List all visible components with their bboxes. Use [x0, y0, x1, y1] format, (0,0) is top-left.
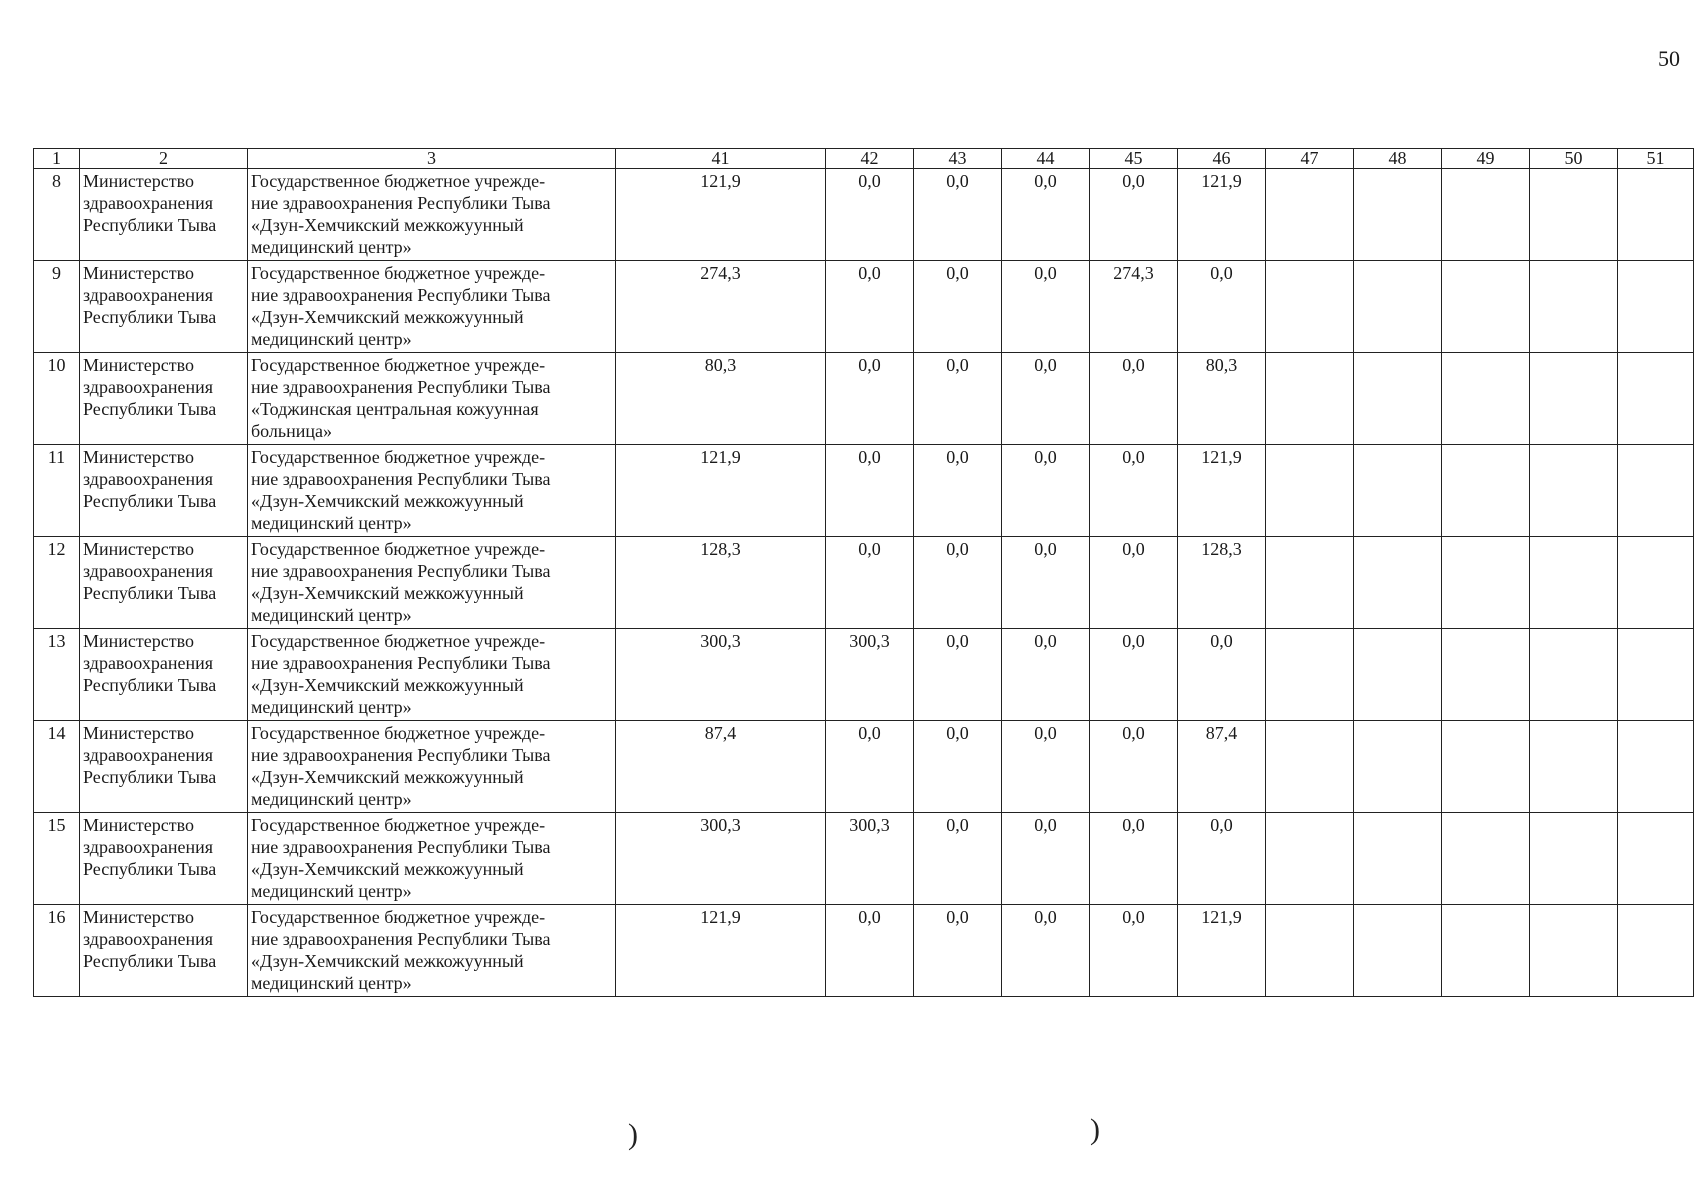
value-cell-col-42: 300,3 [826, 813, 914, 905]
value-cell-col-47 [1266, 261, 1354, 353]
value-cell-col-44: 0,0 [1002, 629, 1090, 721]
ministry-line: здравоохранения [83, 285, 214, 305]
value-cell-col-48 [1354, 445, 1442, 537]
column-header: 47 [1266, 149, 1354, 169]
value-cell-col-48 [1354, 905, 1442, 997]
ministry-cell [80, 537, 248, 629]
value-cell-col-47 [1266, 721, 1354, 813]
page-number: 50 [1658, 46, 1680, 71]
ministry-cell [80, 905, 248, 997]
value-cell-col-42: 300,3 [826, 629, 914, 721]
value-cell-col-42: 0,0 [826, 537, 914, 629]
value-cell-col-43: 0,0 [914, 169, 1002, 261]
ministry-line: Республики Тыва [83, 583, 217, 603]
value-cell-col-44: 0,0 [1002, 445, 1090, 537]
value-cell-col-43: 0,0 [914, 353, 1002, 445]
value-cell-col-41: 274,3 [616, 261, 826, 353]
value-cell-col-51 [1618, 813, 1694, 905]
column-header: 42 [826, 149, 914, 169]
institution-line: Государственное бюджетное учрежде- [251, 263, 546, 283]
ministry-line: Республики Тыва [83, 675, 217, 695]
value-cell-col-42: 0,0 [826, 445, 914, 537]
value-cell-col-42: 0,0 [826, 261, 914, 353]
value-cell-col-44: 0,0 [1002, 721, 1090, 813]
ministry-line: Министерство [83, 263, 194, 283]
value-cell-col-44: 0,0 [1002, 169, 1090, 261]
value-cell-col-44: 0,0 [1002, 261, 1090, 353]
value-cell-col-46: 121,9 [1178, 905, 1266, 997]
value-cell-col-41: 300,3 [616, 629, 826, 721]
value-cell-col-47 [1266, 629, 1354, 721]
value-cell-col-43: 0,0 [914, 261, 1002, 353]
ministry-line: Министерство [83, 539, 194, 559]
value-cell-col-49 [1442, 169, 1530, 261]
table-row [34, 629, 1694, 721]
value-cell-col-51 [1618, 445, 1694, 537]
value-cell-col-43: 0,0 [914, 537, 1002, 629]
row-number: 10 [34, 353, 80, 445]
ministry-line: здравоохранения [83, 653, 214, 673]
institution-line: медицинский центр» [251, 697, 412, 717]
value-cell-col-50 [1530, 813, 1618, 905]
institution-line: ние здравоохранения Республики Тыва [251, 193, 551, 213]
column-header: 1 [34, 149, 80, 169]
value-cell-col-41: 80,3 [616, 353, 826, 445]
ministry-line: здравоохранения [83, 469, 214, 489]
institution-line: ние здравоохранения Республики Тыва [251, 377, 551, 397]
column-header: 48 [1354, 149, 1442, 169]
value-cell-col-48 [1354, 261, 1442, 353]
institution-cell [248, 445, 616, 537]
table-row [34, 721, 1694, 813]
column-header: 41 [616, 149, 826, 169]
institution-line: ние здравоохранения Республики Тыва [251, 469, 551, 489]
institution-line: «Дзун-Хемчикский межкожуунный [251, 307, 524, 327]
column-header: 3 [248, 149, 616, 169]
value-cell-col-49 [1442, 813, 1530, 905]
institution-line: ние здравоохранения Республики Тыва [251, 745, 551, 765]
row-number: 8 [34, 169, 80, 261]
value-cell-col-49 [1442, 629, 1530, 721]
ministry-line: Республики Тыва [83, 491, 217, 511]
value-cell-col-45: 274,3 [1090, 261, 1178, 353]
ministry-line: Республики Тыва [83, 859, 217, 879]
ministry-line: здравоохранения [83, 837, 214, 857]
value-cell-col-42: 0,0 [826, 905, 914, 997]
institution-line: ние здравоохранения Республики Тыва [251, 285, 551, 305]
institution-line: медицинский центр» [251, 881, 412, 901]
value-cell-col-46: 0,0 [1178, 813, 1266, 905]
value-cell-col-47 [1266, 445, 1354, 537]
institution-line: ние здравоохранения Республики Тыва [251, 837, 551, 857]
institution-line: Государственное бюджетное учрежде- [251, 355, 546, 375]
value-cell-col-50 [1530, 353, 1618, 445]
value-cell-col-45: 0,0 [1090, 813, 1178, 905]
institution-line: Государственное бюджетное учрежде- [251, 815, 546, 835]
column-header: 45 [1090, 149, 1178, 169]
institution-line: медицинский центр» [251, 513, 412, 533]
row-number: 16 [34, 905, 80, 997]
value-cell-col-43: 0,0 [914, 445, 1002, 537]
ministry-line: Министерство [83, 355, 194, 375]
value-cell-col-51 [1618, 629, 1694, 721]
institution-line: медицинский центр» [251, 329, 412, 349]
row-number: 12 [34, 537, 80, 629]
value-cell-col-49 [1442, 261, 1530, 353]
value-cell-col-45: 0,0 [1090, 537, 1178, 629]
ministry-line: Министерство [83, 631, 194, 651]
value-cell-col-44: 0,0 [1002, 813, 1090, 905]
value-cell-col-51 [1618, 169, 1694, 261]
table-row [34, 905, 1694, 997]
value-cell-col-49 [1442, 353, 1530, 445]
value-cell-col-43: 0,0 [914, 905, 1002, 997]
institution-line: ние здравоохранения Республики Тыва [251, 929, 551, 949]
institution-line: медицинский центр» [251, 789, 412, 809]
institution-line: ние здравоохранения Республики Тыва [251, 561, 551, 581]
header-row [34, 149, 1694, 169]
institution-line: «Дзун-Хемчикский межкожуунный [251, 951, 524, 971]
value-cell-col-46: 80,3 [1178, 353, 1266, 445]
institution-cell [248, 629, 616, 721]
value-cell-col-47 [1266, 353, 1354, 445]
column-header: 51 [1618, 149, 1694, 169]
column-header: 43 [914, 149, 1002, 169]
ministry-line: Министерство [83, 907, 194, 927]
value-cell-col-46: 0,0 [1178, 261, 1266, 353]
value-cell-col-47 [1266, 813, 1354, 905]
value-cell-col-41: 128,3 [616, 537, 826, 629]
value-cell-col-45: 0,0 [1090, 169, 1178, 261]
ministry-line: Министерство [83, 815, 194, 835]
column-header: 46 [1178, 149, 1266, 169]
value-cell-col-45: 0,0 [1090, 721, 1178, 813]
table-row [34, 813, 1694, 905]
footer-mark-left: ) [628, 1118, 638, 1151]
institution-cell [248, 261, 616, 353]
row-number: 13 [34, 629, 80, 721]
value-cell-col-48 [1354, 537, 1442, 629]
value-cell-col-43: 0,0 [914, 629, 1002, 721]
value-cell-col-50 [1530, 629, 1618, 721]
institution-line: «Дзун-Хемчикский межкожуунный [251, 859, 524, 879]
institution-cell [248, 169, 616, 261]
ministry-line: Республики Тыва [83, 399, 217, 419]
table-row [34, 353, 1694, 445]
value-cell-col-51 [1618, 905, 1694, 997]
value-cell-col-51 [1618, 261, 1694, 353]
value-cell-col-41: 121,9 [616, 169, 826, 261]
institution-line: Государственное бюджетное учрежде- [251, 907, 546, 927]
ministry-cell [80, 813, 248, 905]
institution-line: «Дзун-Хемчикский межкожуунный [251, 767, 524, 787]
value-cell-col-45: 0,0 [1090, 353, 1178, 445]
ministry-line: Министерство [83, 723, 194, 743]
institution-cell [248, 537, 616, 629]
value-cell-col-46: 121,9 [1178, 445, 1266, 537]
institution-cell [248, 813, 616, 905]
ministry-line: Министерство [83, 447, 194, 467]
column-header: 49 [1442, 149, 1530, 169]
value-cell-col-42: 0,0 [826, 721, 914, 813]
ministry-cell [80, 169, 248, 261]
value-cell-col-51 [1618, 537, 1694, 629]
value-cell-col-50 [1530, 169, 1618, 261]
value-cell-col-47 [1266, 905, 1354, 997]
table-row [34, 261, 1694, 353]
institution-line: Государственное бюджетное учрежде- [251, 631, 546, 651]
ministry-line: здравоохранения [83, 745, 214, 765]
value-cell-col-48 [1354, 353, 1442, 445]
institution-line: «Дзун-Хемчикский межкожуунный [251, 491, 524, 511]
value-cell-col-46: 128,3 [1178, 537, 1266, 629]
value-cell-col-45: 0,0 [1090, 905, 1178, 997]
value-cell-col-50 [1530, 905, 1618, 997]
value-cell-col-44: 0,0 [1002, 537, 1090, 629]
table-row [34, 537, 1694, 629]
institution-line: Государственное бюджетное учрежде- [251, 171, 546, 191]
column-header: 50 [1530, 149, 1618, 169]
value-cell-col-49 [1442, 445, 1530, 537]
footer-mark-right: ) [1090, 1113, 1100, 1146]
institution-line: больница» [251, 421, 332, 441]
row-number: 14 [34, 721, 80, 813]
institution-line: Государственное бюджетное учрежде- [251, 539, 546, 559]
ministry-line: Республики Тыва [83, 951, 217, 971]
value-cell-col-45: 0,0 [1090, 445, 1178, 537]
table-row [34, 445, 1694, 537]
value-cell-col-44: 0,0 [1002, 353, 1090, 445]
value-cell-col-45: 0,0 [1090, 629, 1178, 721]
value-cell-col-51 [1618, 721, 1694, 813]
value-cell-col-48 [1354, 813, 1442, 905]
value-cell-col-43: 0,0 [914, 813, 1002, 905]
ministry-cell [80, 261, 248, 353]
value-cell-col-49 [1442, 721, 1530, 813]
value-cell-col-47 [1266, 537, 1354, 629]
ministry-cell [80, 629, 248, 721]
value-cell-col-49 [1442, 537, 1530, 629]
institution-line: «Дзун-Хемчикский межкожуунный [251, 215, 524, 235]
value-cell-col-50 [1530, 537, 1618, 629]
value-cell-col-43: 0,0 [914, 721, 1002, 813]
value-cell-col-46: 87,4 [1178, 721, 1266, 813]
ministry-line: здравоохранения [83, 929, 214, 949]
institution-line: медицинский центр» [251, 237, 412, 257]
value-cell-col-50 [1530, 721, 1618, 813]
ministry-line: здравоохранения [83, 561, 214, 581]
institution-line: медицинский центр» [251, 605, 412, 625]
value-cell-col-46: 0,0 [1178, 629, 1266, 721]
value-cell-col-42: 0,0 [826, 169, 914, 261]
value-cell-col-51 [1618, 353, 1694, 445]
row-number: 15 [34, 813, 80, 905]
value-cell-col-46: 121,9 [1178, 169, 1266, 261]
value-cell-col-41: 121,9 [616, 905, 826, 997]
ministry-cell [80, 445, 248, 537]
value-cell-col-41: 300,3 [616, 813, 826, 905]
institution-cell [248, 353, 616, 445]
ministry-line: Республики Тыва [83, 307, 217, 327]
value-cell-col-50 [1530, 261, 1618, 353]
column-header: 44 [1002, 149, 1090, 169]
institution-line: Государственное бюджетное учрежде- [251, 723, 546, 743]
row-number: 9 [34, 261, 80, 353]
institution-line: «Дзун-Хемчикский межкожуунный [251, 583, 524, 603]
budget-table [33, 148, 1694, 997]
ministry-line: здравоохранения [83, 377, 214, 397]
institution-line: медицинский центр» [251, 973, 412, 993]
institution-cell [248, 721, 616, 813]
institution-line: Государственное бюджетное учрежде- [251, 447, 546, 467]
value-cell-col-41: 87,4 [616, 721, 826, 813]
value-cell-col-42: 0,0 [826, 353, 914, 445]
value-cell-col-41: 121,9 [616, 445, 826, 537]
value-cell-col-48 [1354, 169, 1442, 261]
value-cell-col-50 [1530, 445, 1618, 537]
value-cell-col-48 [1354, 629, 1442, 721]
column-header: 2 [80, 149, 248, 169]
value-cell-col-49 [1442, 905, 1530, 997]
value-cell-col-48 [1354, 721, 1442, 813]
ministry-line: здравоохранения [83, 193, 214, 213]
institution-line: «Тоджинская центральная кожуунная [251, 399, 539, 419]
ministry-cell [80, 353, 248, 445]
ministry-line: Республики Тыва [83, 215, 217, 235]
institution-cell [248, 905, 616, 997]
ministry-cell [80, 721, 248, 813]
ministry-line: Министерство [83, 171, 194, 191]
institution-line: ние здравоохранения Республики Тыва [251, 653, 551, 673]
ministry-line: Республики Тыва [83, 767, 217, 787]
value-cell-col-44: 0,0 [1002, 905, 1090, 997]
row-number: 11 [34, 445, 80, 537]
institution-line: «Дзун-Хемчикский межкожуунный [251, 675, 524, 695]
table-row [34, 169, 1694, 261]
value-cell-col-47 [1266, 169, 1354, 261]
